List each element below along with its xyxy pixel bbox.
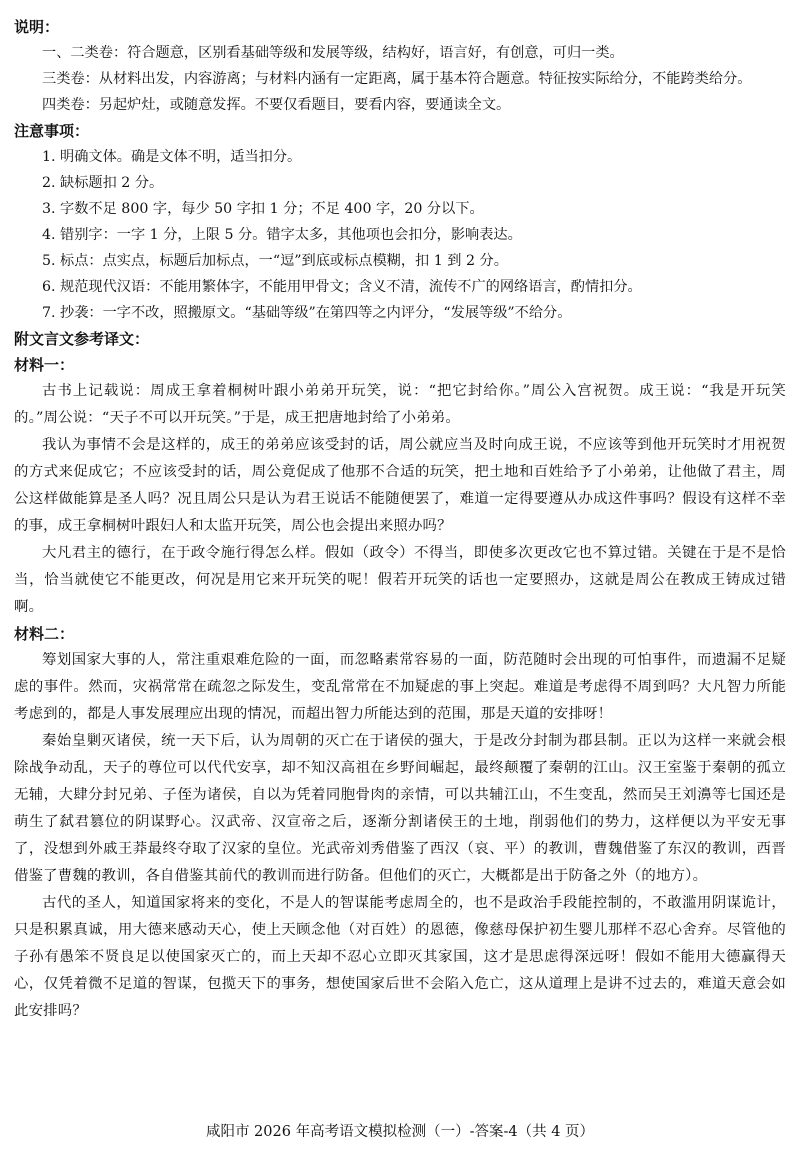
explain-heading: 说明： (14, 18, 60, 36)
note-item: 4. 错别字：一字 1 分，上限 5 分。错字太多，其他项也会扣分，影响表达。 (42, 227, 522, 243)
material2-paragraph: 秦始皇剿灭诸侯，统一天下后，认为周朝的灭亡在于诸侯的强大，于是改分封制为郡县制。正以为这样一来就会根除战争动乱，天子的尊位可以代代安享，却不知汉高祖在乡野间崛起，最终颠覆了秦朝的江山。汉王室鉴于秦朝的孤立无辅，大肆分封兄弟、子侄为诸侯，自以为凭着同胞骨肉的亲情，可以共辅江山，不生变乱，然而吴王刘濞等七国还是萌生了弑君篡位的阴谋野心。汉武帝、汉宣帝之后，逐渐分割诸侯王的土地，削弱他们的势力，这样便以为平安无事了，没想到外戚王莽最终夺取了汉家的皇位。光武帝刘秀借鉴了西汉（哀、平）的教训，曹魏借鉴了东汉的教训，西晋借鉴了曹魏的教训，各自借鉴其前代的教训而进行防备。但他们的灭亡，大概都是出于防备之外（的地方）。 (14, 733, 786, 884)
note-item: 7. 抄袭：一字不改，照搬原文。“基础等级”在第四等之内评分，“发展等级”不给分。 (42, 305, 572, 321)
page-footer: 咸阳市 2026 年高考语文模拟检测（一）-答案-4（共 4 页） (205, 1124, 595, 1140)
material1-paragraph: 古书上记载说：周成王拿着桐树叶跟小弟弟开玩笑，说：“把它封给你。”周公入宫祝贺。成王说：“我是开玩笑的。”周公说：“天子不可以开玩笑。”于是，成王把唐地封给了小弟弟。 (14, 383, 786, 426)
appendix-heading: 附文言文参考译文： (14, 330, 150, 348)
material2-paragraph: 筹划国家大事的人，常注重艰难危险的一面，而忽略素常容易的一面，防范随时会出现的可怕事件，而遗漏不足疑虑的事件。然而，灾祸常常在疏忽之际发生，变乱常常在不加疑虑的事上突起。难道是考虑得不周到吗？大凡智力所能考虑到的，都是人事发展理应出现的情况，而超出智力所能达到的范围，那是天道的安排呀！ (14, 652, 786, 722)
explain-line: 三类卷：从材料出发，内容游离；与材料内涵有一定距离，属于基本符合题意。特征按实际给分，不能跨类给分。 (42, 71, 752, 87)
material2-heading: 材料二： (14, 625, 75, 643)
note-item: 2. 缺标题扣 2 分。 (42, 175, 164, 191)
note-item: 1. 明确文体。确是文体不明，适当扣分。 (42, 149, 302, 165)
material1-heading: 材料一： (14, 356, 75, 374)
note-item: 5. 标点：点实点，标题后加标点，一“逗”到底或标点模糊，扣 1 到 2 分。 (42, 253, 508, 269)
material2-paragraph: 古代的圣人，知道国家将来的变化，不是人的智谋能考虑周全的，也不是政治手段能控制的，不敢滥用阴谋诡计，只是积累真诚，用大德来感动天心，使上天顾念他（对百姓）的恩德，像慈母保护初生婴儿那样不忍心舍弃。尽管他的子孙有愚笨不贤良足以使国家灭亡的，而上天却不忍心立即灭其家国，这才是思虑得深远呀！假如不能用大德赢得天心，仅凭着微不足道的智谋，包揽天下的事务，想使国家后世不会陷入危亡，这从道理上是讲不过去的，难道天意会如此安排吗？ (14, 895, 786, 1019)
explain-line: 一、二类卷：符合题意，区别看基础等级和发展等级，结构好，语言好，有创意，可归一类。 (42, 45, 624, 61)
answer-page (14, 14, 786, 1025)
material1-paragraph: 大凡君主的德行，在于政令施行得怎么样。假如（政令）不得当，即使多次更改它也不算过错。关键在于是不是恰当，恰当就使它不能更改，何况是用它来开玩笑的呢！假若开玩笑的话也一定要照办，这就是周公在教成王铸成过错啊。 (14, 545, 786, 615)
note-item: 3. 字数不足 800 字，每少 50 字扣 1 分；不足 400 字，20 分以下。 (42, 201, 484, 217)
explain-line: 四类卷：另起炉灶，或随意发挥。不要仅看题目，要看内容，要通读全文。 (42, 97, 511, 113)
material1-paragraph: 我认为事情不会是这样的，成王的弟弟应该受封的话，周公就应当及时向成王说，不应该等到他开玩笑时才用祝贺的方式来促成它；不应该受封的话，周公竟促成了他那不合适的玩笑，把土地和百姓给予了小弟弟，让他做了君主，周公这样做能算是圣人吗？况且周公只是认为君王说话不能随便罢了，难道一定得要遵从办成这件事吗？假设有这样不幸的事，成王拿桐树叶跟妇人和太监开玩笑，周公也会提出来照办吗？ (14, 437, 786, 534)
note-item: 6. 规范现代汉语：不能用繁体字，不能用甲骨文；含义不清，流传不广的网络语言，酌情扣分。 (42, 279, 642, 295)
notes-heading: 注意事项： (14, 122, 90, 140)
